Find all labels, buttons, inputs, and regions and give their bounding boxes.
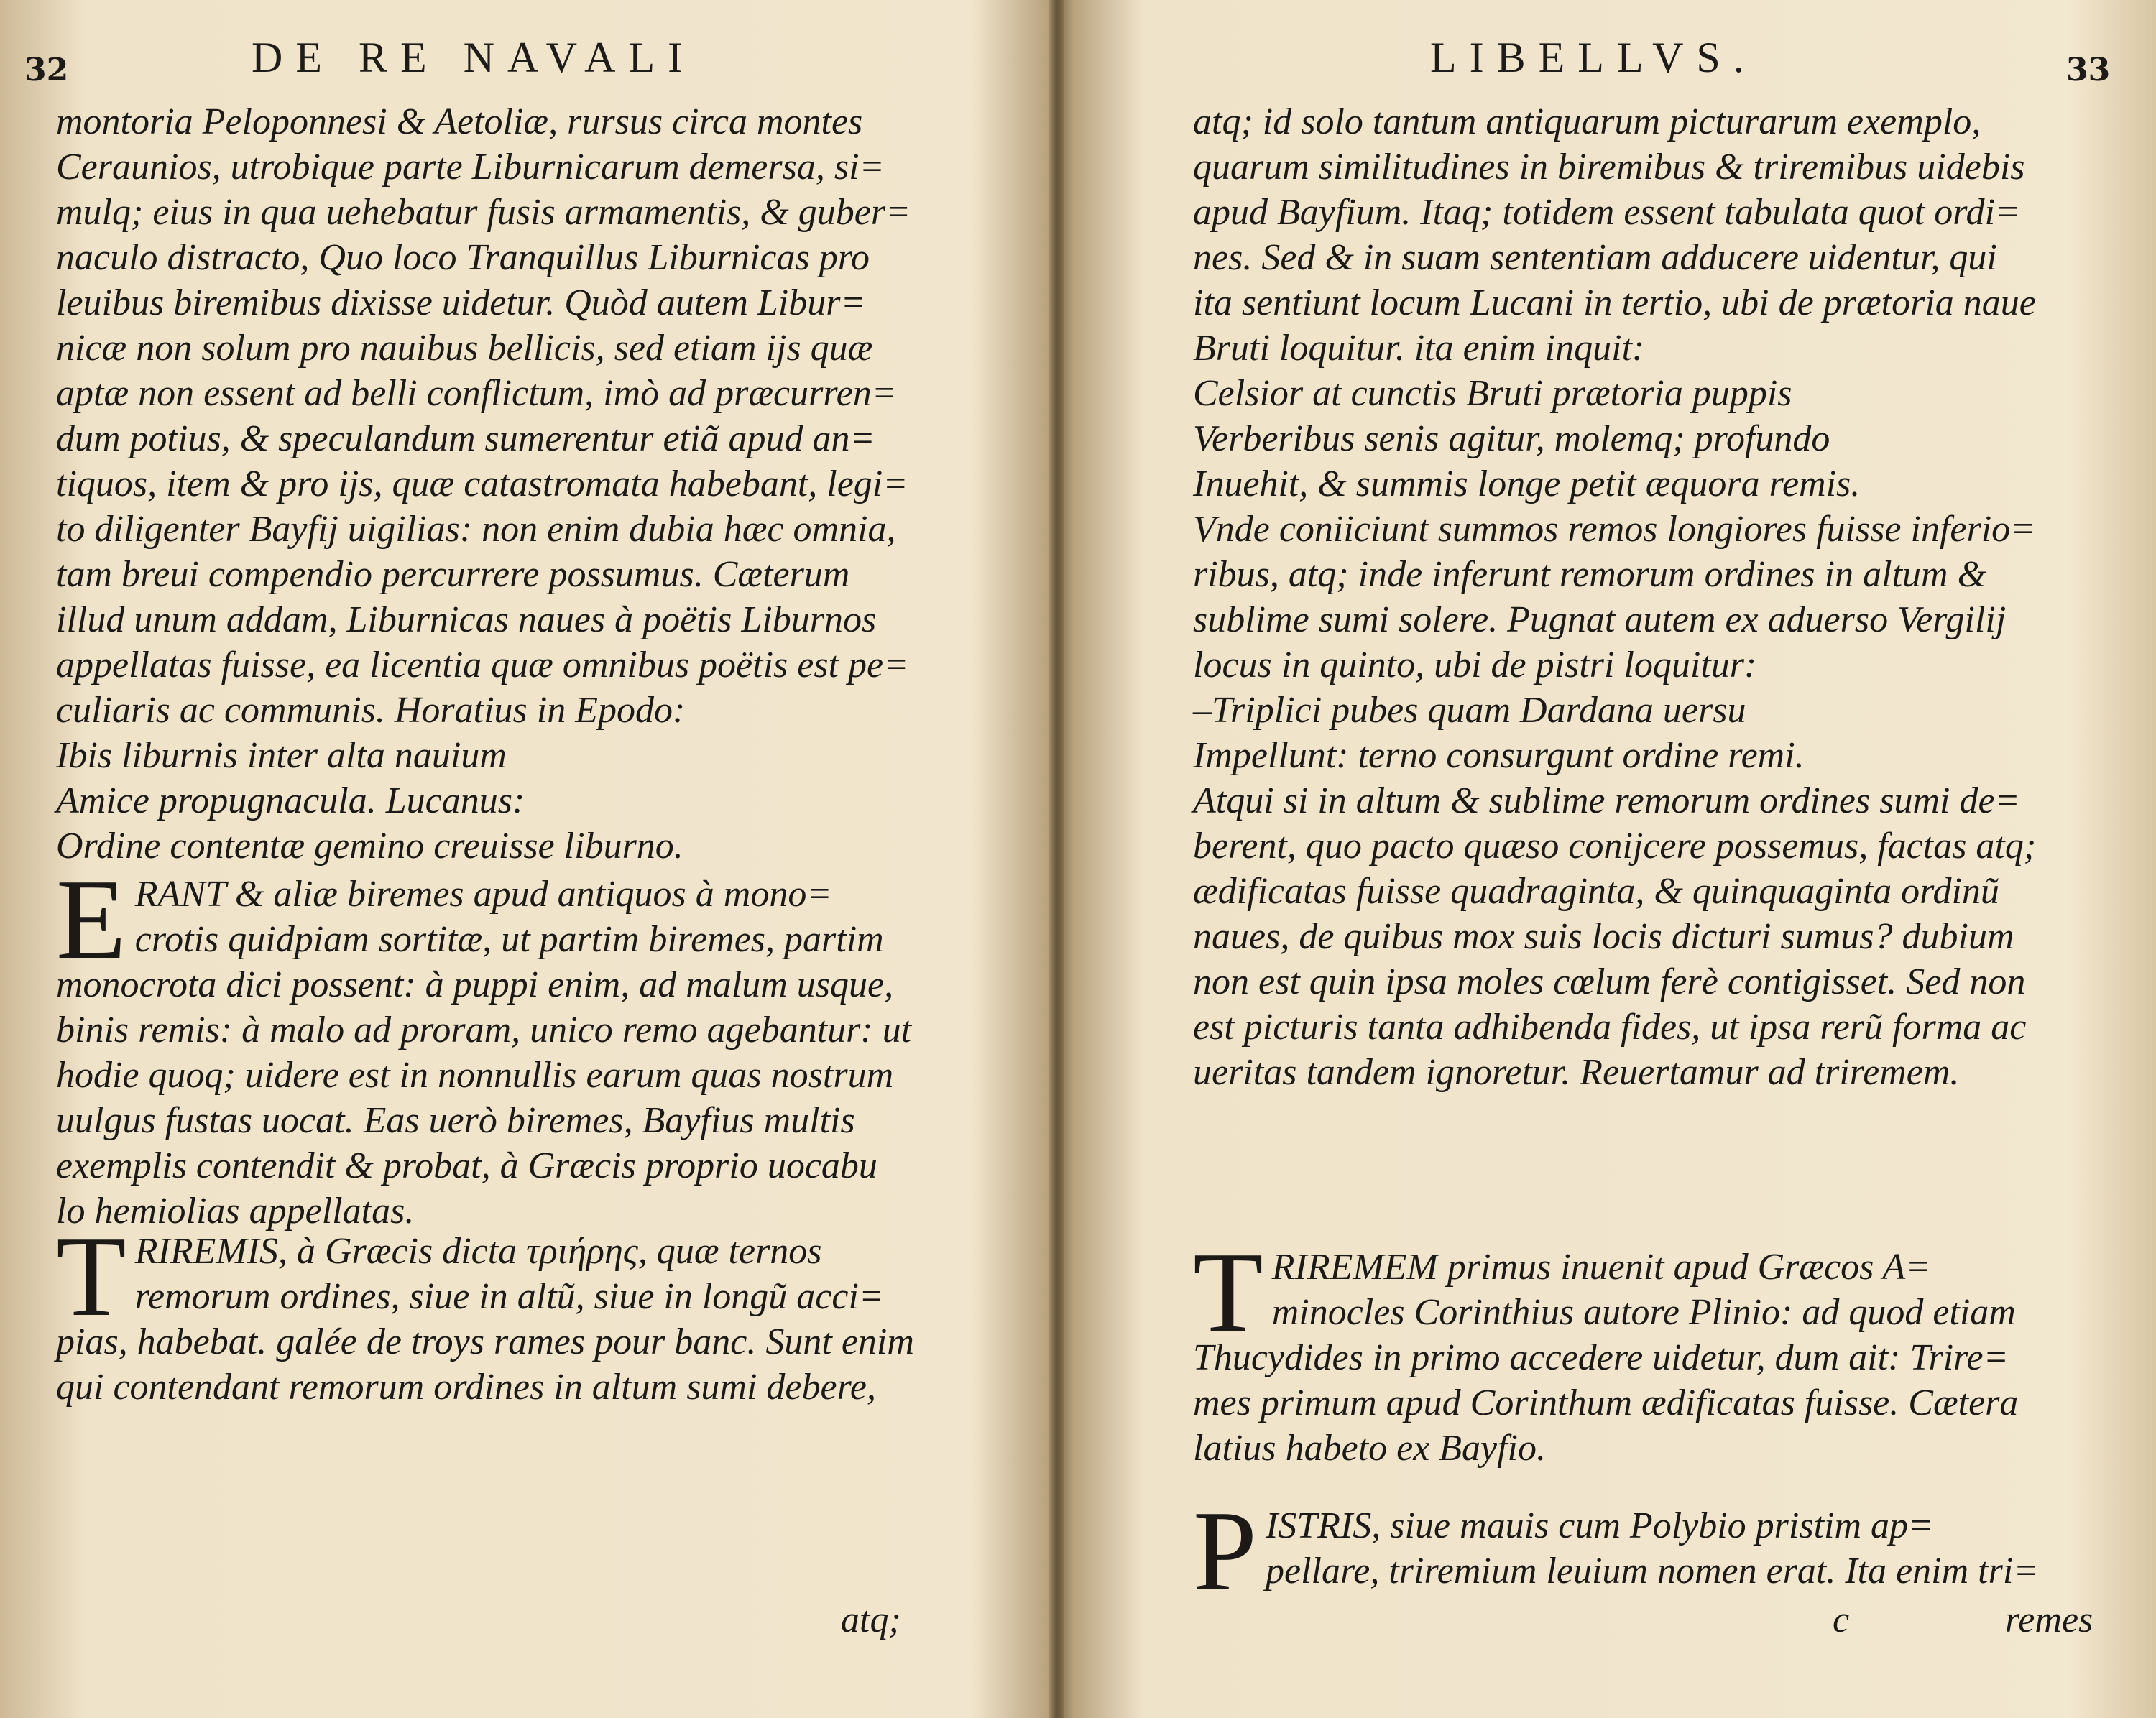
text-line: mulq; eius in qua uehebatur fusis armamentis, & guber= [56, 192, 911, 233]
text-line: ueritas tandem ignoretur. Reuertamur ad triremem. [1193, 1052, 1960, 1093]
right-page [1064, 0, 2156, 1718]
text-line: montoria Peloponnesi & Aetoliæ, rursus circa montes [56, 101, 863, 142]
text-line: exemplis contendit & probat, à Græcis proprio uocabu [56, 1145, 877, 1186]
text-line: naculo distracto, Quo loco Tranquillus Liburnicas pro [56, 237, 870, 278]
text-line: RIREMIS, à Græcis dicta τριήρης, quæ ternos [134, 1231, 822, 1272]
text-line: apud Bayfium. Itaq; totidem essent tabulata quot ordi= [1193, 192, 2021, 233]
text-line: lo hemiolias appellatas. [56, 1191, 415, 1232]
text-line: tiquos, item & pro ijs, quæ catastromata habebant, legi= [56, 463, 908, 504]
right-paragraph-pistris [1193, 1487, 2142, 1615]
dropcap-p: P [1193, 1487, 1257, 1615]
text-line: minocles Corinthius autore Plinio: ad quod etiam [1271, 1292, 2016, 1333]
text-line: berent, quo pacto quæso conijcere possemus, factas atq; [1193, 826, 2037, 867]
left-paragraph-triremis [56, 1212, 1033, 1410]
text-line: latius habeto ex Bayfio. [1193, 1428, 1547, 1469]
text-line: tam breui compendio percurrere possumus. Cæterum [56, 554, 850, 595]
text-line: quarum similitudines in biremibus & triremibus uidebis [1193, 147, 2025, 188]
text-line: ædificatas fuisse quadraginta, & quinquaginta ordinũ [1193, 871, 1999, 912]
left-folio: 32 [24, 52, 69, 88]
text-line: to diligenter Bayfij uigilias: non enim dubia hæc omnia, [56, 509, 896, 550]
dropcap-t: T [56, 1212, 126, 1340]
text-line: illud unum addam, Liburnicas naues à poëtis Liburnos [56, 599, 877, 640]
text-line: qui contendant remorum ordines in altum sumi debere, [56, 1367, 876, 1408]
text-line: ISTRIS, siue mauis cum Polybio pristim ap= [1265, 1505, 1934, 1546]
text-line: Celsior at cunctis Bruti prætoria puppis [1193, 373, 1792, 414]
text-line: –Triplici pubes quam Dardana uersu [1193, 690, 1746, 731]
text-line: Vnde coniiciunt summos remos longiores fuisse inferio= [1193, 509, 2036, 550]
text-line: non est quin ipsa moles cœlum ferè contigisset. Sed non [1193, 961, 2026, 1002]
text-line: Verberibus senis agitur, molemq; profundo [1193, 418, 1830, 459]
right-main-text [1193, 99, 2142, 1095]
book-spine [1049, 0, 1064, 1718]
text-line: mes primum apud Corinthum ædificatas fuisse. Cætera [1193, 1382, 2019, 1423]
signature-mark: c [1833, 1599, 1850, 1640]
left-page [0, 0, 1049, 1718]
left-paragraph-erant [56, 855, 1033, 1234]
text-line: Impellunt: terno consurgunt ordine remi. [1193, 735, 1805, 776]
text-line: Ibis liburnis inter alta nauium [56, 735, 507, 776]
text-line: ita sentiunt locum Lucani in tertio, ubi de prætoria naue [1193, 282, 2036, 323]
text-line: RANT & aliæ biremes apud antiquos à mono= [134, 874, 832, 915]
text-line: Amice propugnacula. Lucanus: [56, 780, 525, 821]
text-line: sublime sumi solere. Pugnat autem ex aduerso Vergilij [1193, 599, 2007, 640]
text-line: atq; id solo tantum antiquarum picturarum exemplo, [1193, 101, 1981, 142]
text-line: nicæ non solum pro nauibus bellicis, sed etiam ijs quæ [56, 328, 873, 369]
dropcap-e: E [56, 855, 126, 983]
text-line: leuibus biremibus dixisse uidetur. Quòd autem Libur= [56, 282, 866, 323]
text-line: Thucydides in primo accedere uidetur, dum ait: Trire= [1193, 1337, 2009, 1378]
text-line: nes. Sed & in suam sententiam adducere uidentur, qui [1193, 237, 1997, 278]
right-catchword: remes [2005, 1599, 2093, 1640]
text-line: hodie quoq; uidere est in nonnullis earum quas nostrum [56, 1055, 894, 1096]
text-line: est picturis tanta adhibenda fides, ut ipsa rerũ forma ac [1193, 1007, 2027, 1048]
text-line: pias, habebat. galée de troys rames pour banc. Sunt enim [56, 1321, 914, 1362]
text-line: aptæ non essent ad belli conflictum, imò ad præcurren= [56, 373, 897, 414]
text-line: remorum ordines, siue in altũ, siue in longũ acci= [134, 1276, 884, 1317]
text-line: binis remis: à malo ad proram, unico remo agebantur: ut [56, 1010, 912, 1050]
text-line: Atqui si in altum & sublime remorum ordines sumi de= [1193, 780, 2020, 821]
text-line: Ceraunios, utrobique parte Liburnicarum demersa, si= [56, 147, 885, 188]
right-paragraph-triremem [1193, 1228, 2142, 1471]
right-folio: 33 [2066, 52, 2111, 88]
text-line: Bruti loquitur. ita enim inquit: [1193, 328, 1645, 369]
text-line: Inuehit, & summis longe petit æquora remis. [1193, 463, 1861, 504]
right-running-header: LIBELLVS. [1430, 34, 1757, 81]
dropcap-t-right: T [1193, 1228, 1263, 1356]
left-catchword: atq; [841, 1599, 901, 1640]
text-line: uulgus fustas uocat. Eas uerò biremes, Bayfius multis [56, 1100, 855, 1141]
left-main-text [56, 99, 1033, 869]
text-line: Ordine contentæ gemino creuisse liburno. [56, 826, 683, 867]
text-line: appellatas fuisse, ea licentia quæ omnibus poëtis est pe= [56, 645, 909, 685]
text-line: monocrota dici possent: à puppi enim, ad malum usque, [56, 964, 894, 1005]
text-line: dum potius, & speculandum sumerentur etiã apud an= [56, 418, 875, 459]
text-line: locus in quinto, ubi de pistri loquitur: [1193, 645, 1757, 685]
text-line: naues, de quibus mox suis locis dicturi sumus? dubium [1193, 916, 2014, 957]
text-line: culiaris ac communis. Horatius in Epodo: [56, 690, 686, 731]
left-running-header: DE RE NAVALI [252, 34, 696, 81]
text-line: pellare, triremium leuium nomen erat. Ita enim tri= [1265, 1551, 2039, 1592]
text-line: RIREMEM primus inuenit apud Græcos A= [1271, 1247, 1931, 1288]
text-line: crotis quidpiam sortitæ, ut partim biremes, partim [134, 919, 884, 960]
text-line: ribus, atq; inde inferunt remorum ordines in altum & [1193, 554, 1987, 595]
